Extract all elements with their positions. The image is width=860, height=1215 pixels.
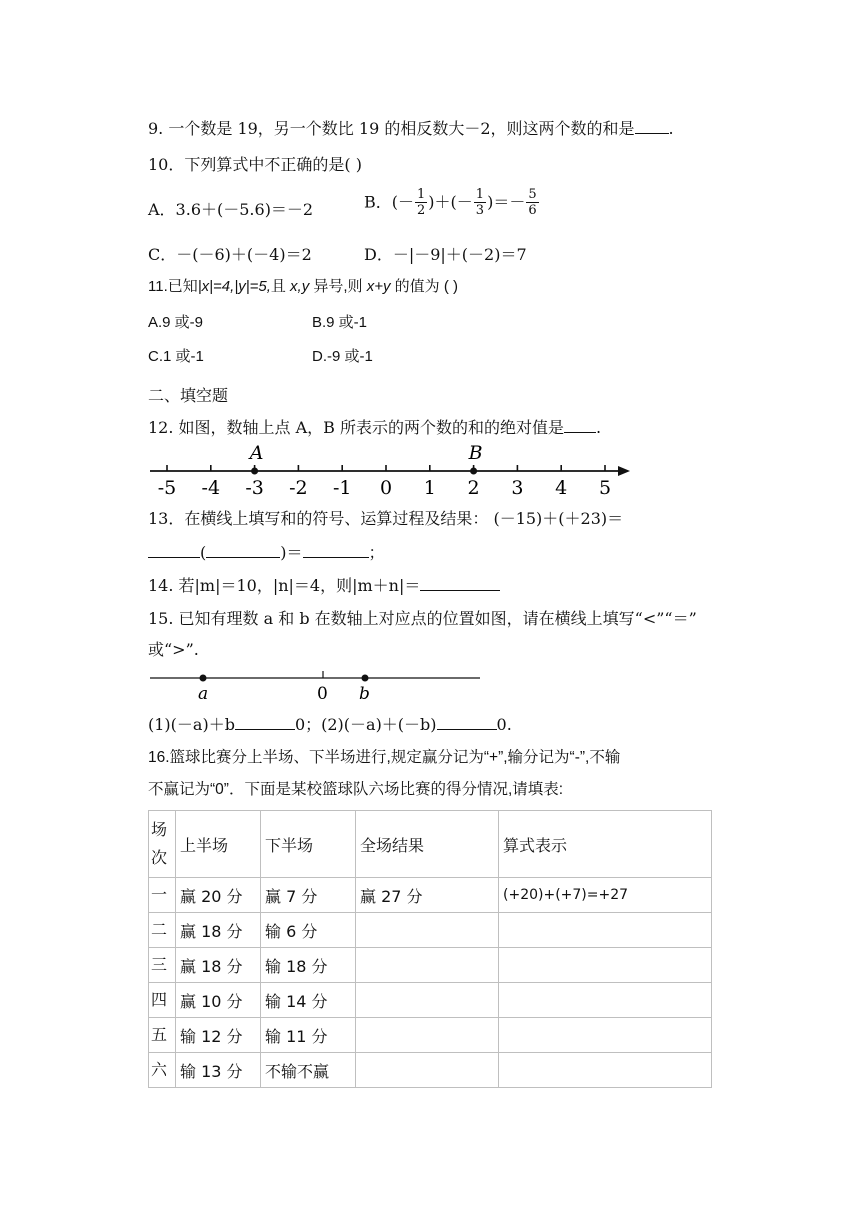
point-b (362, 675, 369, 682)
table-header-cell: 上半场 (176, 811, 261, 878)
fraction: $\frac{1}{3}$ (475, 187, 485, 218)
point-a-label: A (249, 442, 264, 464)
table-cell[interactable] (356, 1018, 499, 1053)
option-d: D.-9 或-1 (312, 348, 373, 365)
number-line-figure (140, 440, 640, 500)
answer-blank-2[interactable] (437, 713, 497, 730)
table-cell[interactable] (499, 913, 712, 948)
table-cell: 三 (149, 948, 176, 983)
table-row (149, 878, 712, 913)
point-a (251, 468, 258, 475)
point-b-label: B (468, 442, 483, 464)
tick-label: 1 (423, 477, 436, 499)
question-16-line2: 不赢记为“0”．下面是某校篮球队六场比赛的得分情况,请填表: (148, 781, 564, 798)
option-d: D．－|－9|＋(－2)＝7 (364, 245, 527, 264)
table-header-row (149, 811, 712, 878)
table-cell[interactable] (499, 948, 712, 983)
label-b: b (359, 684, 370, 704)
tick-label: 2 (467, 477, 480, 499)
answer-blank[interactable] (635, 117, 669, 134)
table-cell: 输 12 分 (176, 1018, 261, 1053)
question-12: 12. 如图，数轴上点 A，B 所表示的两个数的和的绝对值是 . (148, 418, 602, 437)
table-cell[interactable] (499, 983, 712, 1018)
question-15-line2: 或“>”. (148, 640, 199, 659)
table-cell[interactable] (356, 913, 499, 948)
table-cell[interactable] (356, 948, 499, 983)
table-cell[interactable] (356, 1053, 499, 1088)
question-9-text: 9. 一个数是 19，另一个数比 19 的相反数大－2，则这两个数的和是 (148, 119, 635, 138)
fraction: $\frac{1}{2}$ (417, 187, 426, 218)
table-header-cell: 全场结果 (356, 811, 499, 878)
tick-label: -1 (332, 477, 352, 499)
label-a: a (198, 684, 209, 704)
table-cell[interactable]: (+20)+(+7)=+27 (499, 878, 712, 913)
table-header-cell: 场次 (149, 811, 176, 878)
tick-label: -4 (201, 477, 221, 499)
table-cell: 赢 18 分 (176, 913, 261, 948)
answer-blank[interactable] (420, 574, 500, 591)
question-15-subquestions: (1)(－a)＋b 0；(2)(－a)＋(－b) 0. (148, 715, 512, 734)
tick-label: 3 (511, 477, 524, 499)
tick-label: 4 (555, 477, 568, 499)
option-c: C.1 或-1 (148, 348, 204, 365)
question-13: 13．在横线上填写和的符号、运算过程及结果： (－15)＋(＋23)＝ (148, 509, 624, 528)
table-cell: 一 (149, 878, 176, 913)
point-a (200, 675, 207, 682)
number-line-figure-ab (140, 664, 490, 704)
table-row (149, 913, 712, 948)
tick-label: -2 (289, 477, 308, 499)
table-row (149, 983, 712, 1018)
fraction: $\frac{5}{6}$ (528, 187, 537, 218)
table-row (149, 1018, 712, 1053)
table-header-cell: 下半场 (261, 811, 356, 878)
table-cell[interactable] (499, 1053, 712, 1088)
table-cell: 赢 18 分 (176, 948, 261, 983)
arrow-head (618, 466, 630, 476)
table-cell: 输 11 分 (261, 1018, 356, 1053)
table-cell[interactable] (356, 983, 499, 1018)
answer-blank-sign[interactable] (148, 541, 200, 558)
table-header-cell: 算式表示 (499, 811, 712, 878)
question-16: 16.篮球比赛分上半场、下半场进行,规定赢分记为“+”,输分记为“-”,不输 (148, 749, 621, 766)
answer-blank-result[interactable] (303, 541, 369, 558)
question-10: 10．下列算式中不正确的是( ) (148, 155, 362, 174)
section-heading: 二、填空题 (148, 386, 229, 405)
table-cell[interactable] (499, 1018, 712, 1053)
point-b (470, 468, 477, 475)
table-cell: 四 (149, 983, 176, 1018)
tick-label: 0 (379, 477, 393, 499)
option-c: C．－(－6)＋(－4)＝2 (148, 245, 312, 264)
answer-blank[interactable] (564, 416, 596, 433)
table-row (149, 1053, 712, 1088)
table-cell: 输 13 分 (176, 1053, 261, 1088)
question-14: 14. 若|m|＝10，|n|＝4，则|m＋n|＝ (148, 574, 500, 597)
tick-label: -3 (245, 477, 264, 499)
option-b: B．(－ $\frac{1}{2}$ )＋(－ $\frac{1}{3}$ )＝－ $\frac{5}{6}$ (364, 187, 537, 218)
score-table (148, 810, 712, 1088)
table-cell: 赢 7 分 (261, 878, 356, 913)
table-cell: 六 (149, 1053, 176, 1088)
table-cell: 输 6 分 (261, 913, 356, 948)
table-cell: 二 (149, 913, 176, 948)
table-cell: 赢 10 分 (176, 983, 261, 1018)
table-cell: 五 (149, 1018, 176, 1053)
question-9: 9. 一个数是 19，另一个数比 19 的相反数大－2，则这两个数的和是 . (148, 119, 674, 138)
option-b: B.9 或-1 (312, 314, 368, 331)
table-cell: 不输不赢 (261, 1053, 356, 1088)
answer-blank-process[interactable] (206, 541, 280, 558)
question-15: 15. 已知有理数 a 和 b 在数轴上对应点的位置如图，请在横线上填写“<”“＝” (148, 609, 697, 628)
option-a: A．3.6＋(－5.6)＝－2 (148, 200, 314, 219)
table-cell[interactable]: 赢 27 分 (356, 878, 499, 913)
tick-label: -5 (157, 477, 177, 499)
question-11: 11.已知|x|=4,|y|=5,且 x,y 异号,则 x+y 的值为 ( ) (148, 278, 458, 295)
question-13-line2: ( )＝ ； (148, 541, 385, 564)
answer-blank-1[interactable] (235, 713, 295, 730)
table-cell: 输 14 分 (261, 983, 356, 1018)
tick-label: 5 (598, 477, 612, 499)
label-zero: 0 (317, 684, 328, 704)
table-cell: 赢 20 分 (176, 878, 261, 913)
table-row (149, 948, 712, 983)
table-cell: 输 18 分 (261, 948, 356, 983)
option-a: A.9 或-9 (148, 314, 204, 331)
